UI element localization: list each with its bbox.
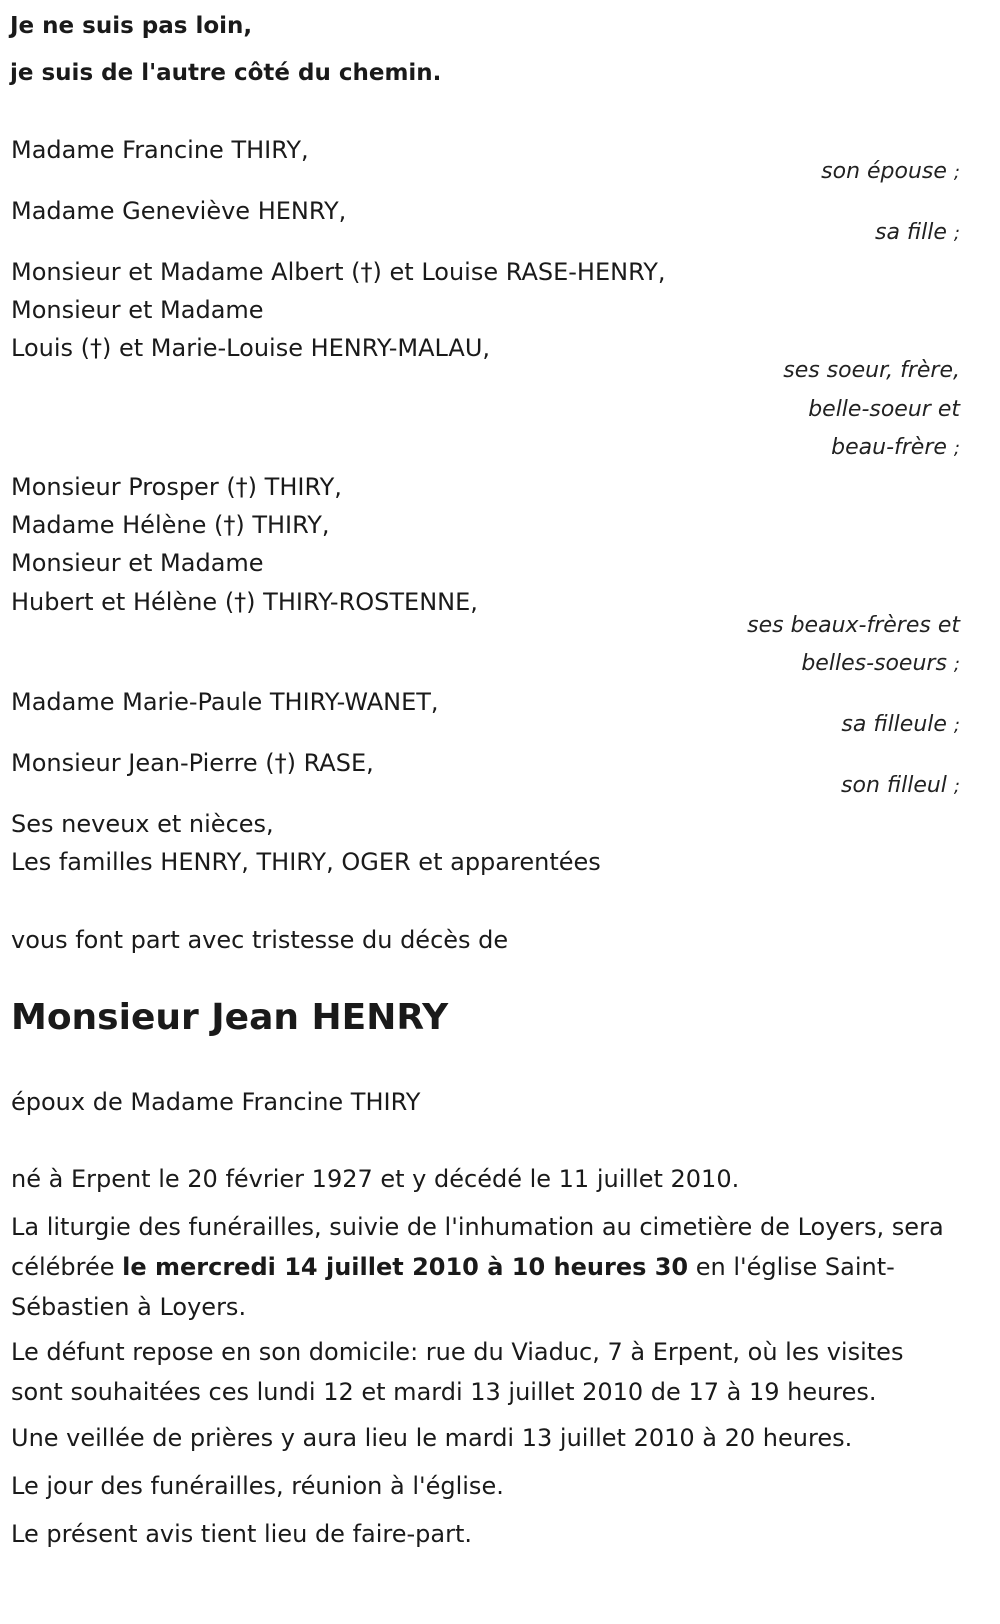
relation-siblings-1: ses soeur, frère, [783, 358, 960, 383]
relation-in-laws-1: ses beaux-frères et [747, 613, 960, 638]
relation-in-laws-2: belles-soeurs ; [801, 651, 960, 676]
deceased-spouse: époux de Madame Francine THIRY [11, 1088, 421, 1116]
funeral-paragraph: La liturgie des funérailles, suivie de l'inhumation au cimetière de Loyers, sera célébrée le mercredi 14 juillet 2010 à 10 heures 30 en l'église Saint-Sébastien à Loyers. [11, 1213, 944, 1321]
rest-paragraph: Le défunt repose en son domicile: rue du Viaduc, 7 à Erpent, où les visites sont souhaitées ces lundi 12 et mardi 13 juillet 2010 de 17 à 19 heures. [11, 1338, 904, 1406]
family-rase-henry: Monsieur et Madame Albert (†) et Louise RASE-HENRY, [11, 258, 666, 286]
relation-spouse: son épouse ; [821, 159, 960, 184]
deceased-name: Monsieur Jean HENRY [11, 997, 449, 1038]
funeral-date: le mercredi 14 juillet 2010 à 10 heures 30 [122, 1253, 689, 1281]
relation-goddaughter: sa filleule ; [841, 712, 960, 737]
family-marie-paule: Madame Marie-Paule THIRY-WANET, [11, 688, 439, 716]
meeting-paragraph: Le jour des funérailles, réunion à l'église. [11, 1472, 504, 1500]
deceased-dates: né à Erpent le 20 février 1927 et y décédé le 11 juillet 2010. [11, 1165, 740, 1193]
family-genevieve: Madame Geneviève HENRY, [11, 197, 347, 225]
relation-siblings-3: beau-frère ; [831, 435, 960, 460]
family-households: Les familles HENRY, THIRY, OGER et apparentées [11, 848, 601, 876]
family-helene: Madame Hélène (†) THIRY, [11, 511, 330, 539]
relation-siblings-2: belle-soeur et [808, 397, 960, 422]
relation-godson: son filleul ; [841, 773, 960, 798]
vigil-paragraph: Une veillée de prières y aura lieu le mardi 13 juillet 2010 à 20 heures. [11, 1424, 853, 1452]
family-prosper: Monsieur Prosper (†) THIRY, [11, 473, 342, 501]
family-nephews: Ses neveux et nièces, [11, 810, 274, 838]
family-francine: Madame Francine THIRY, [11, 136, 309, 164]
family-jean-pierre: Monsieur Jean-Pierre (†) RASE, [11, 749, 374, 777]
relation-daughter: sa fille ; [875, 220, 960, 245]
notice-paragraph: Le présent avis tient lieu de faire-part. [11, 1520, 473, 1548]
family-henry-malau: Louis (†) et Marie-Louise HENRY-MALAU, [11, 334, 491, 362]
family-henry-malau-title: Monsieur et Madame [11, 296, 264, 324]
family-thiry-rostenne: Hubert et Hélène (†) THIRY-ROSTENNE, [11, 588, 478, 616]
announcement: vous font part avec tristesse du décès de [11, 926, 509, 954]
quote-line-2: je suis de l'autre côté du chemin. [10, 60, 442, 86]
quote-line-1: Je ne suis pas loin, [10, 13, 253, 39]
family-thiry-rostenne-title: Monsieur et Madame [11, 549, 264, 577]
